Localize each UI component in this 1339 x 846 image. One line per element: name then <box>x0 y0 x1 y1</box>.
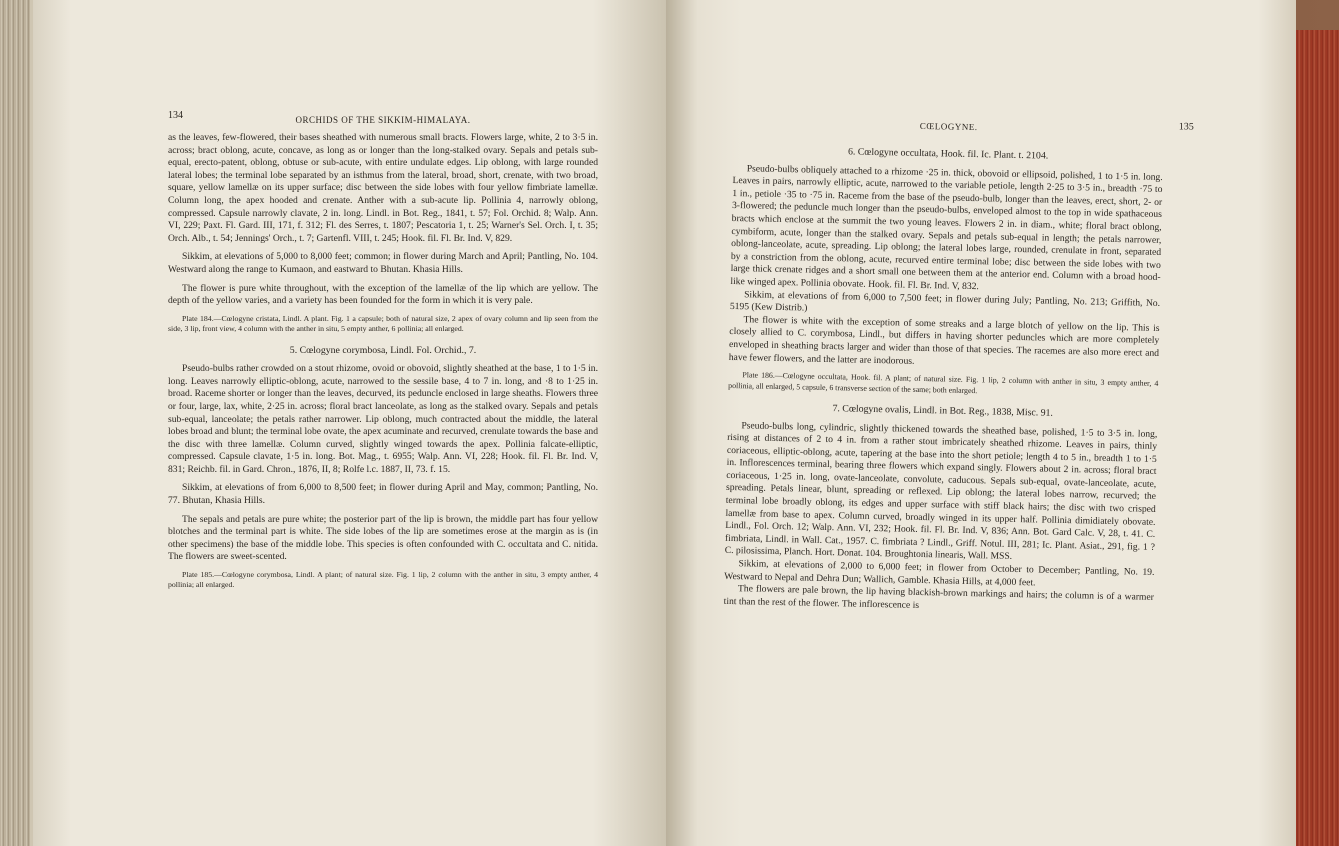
right-page-text <box>723 110 1194 617</box>
species-heading: 7. Cœlogyne ovalis, Lindl. in Bot. Reg., 1838, Misc. 91. <box>832 403 1054 419</box>
plate-caption: Plate 184.—Cœlogyne cristata, Lindl. A plant. Fig. 1 a capsule; both of natural size, 2 apex of ovary column and lip seen from the side, 3 lip, front view, 4 column with the anther in situ, 5 empty anther, 6 pollinia; all enlarged. <box>168 313 598 334</box>
left-page-header <box>168 108 598 132</box>
paragraph: Pseudo-bulbs obliquely attached to a rhizome ·25 in. thick, obovoid or ellipsoid, polished, 1 to 1·5 in. long. Leaves in pairs, narrowly elliptic, acute, narrowed to the variable petiole, length 2·25 to 3·5 in., breadth ·75 to 1 in., petiole ·35 to ·75 in. Raceme from the base of the pseudo-bulb, longer than the leaves, erect, short, 2- or 3-flowered; the peduncle much longer than the pseudo-bulbs, enveloped almost to the top in wide spathaceous bracts which enclose at the summit the two young leaves. Flowers 2 in. in diam., white; floral bract oblong, cymbiform, acute, longer than the stalked ovary. Sepals and petals sub-equal in length; the petals narrower, oblong-lanceolate, acute, spreading. Lip oblong; the lateral lobes large, rounded, crenulate in front, separated by a constriction from the oblong, acute, recurved entire terminal lobe; disc between the side lobes with two large thick crenate ridges and a short small one between them at the anterior end. Column with a broad hood-like winged apex. Pollinia obovate. Hook. fil. Fl. Br. Ind. V, 832. <box>730 162 1163 293</box>
paragraph: Sikkim, at elevations of 5,000 to 8,000 feet; common; in flower during March and April; Pantling, No. 104. Westward along the range to Kumaon, and eastward to Bhutan. Khasia Hills. <box>168 251 598 275</box>
paragraph: Sikkim, at elevations of from 6,000 to 8,500 feet; in flower during April and May, common; Pantling, No. 77. Bhutan, Khasia Hills. <box>168 482 598 507</box>
plate-caption: Plate 186.—Cœlogyne occultata, Hook. fil. A plant; of natural size. Fig. 1 lip, 2 column with anther in situ, 3 empty anther, 4 pollinia, all enlarged, 5 capsule, 6 transverse section of the same; both enlarged. <box>728 370 1159 395</box>
plate-caption: Plate 185.—Cœlogyne corymbosa, Lindl. A plant; of natural size. Fig. 1 lip, 2 column with the anther in situ, 3 empty anther, 4 pollinia; all enlarged. <box>168 570 598 590</box>
left-page-text <box>168 108 598 597</box>
paragraph: as the leaves, few-flowered, their bases sheathed with numerous small bracts. Flowers large, white, 2 to 3·5 in. across; bract oblong, acute, concave, as long as or longer than the long-stalked ovary. Sepals and petals sub-equal, erecto-patent, oblong, obtuse or sub-acute, with entire undulate edges. Lip oblong, with large rounded lateral lobes; the terminal lobe separated by an isthmus from the lateral, broad, short, crenate, with two broad, square, yellow lamellæ on its upper surface; disc between the side lobes with four yellow fimbriate lamellæ. Column long, the apex hooded and crenate. Anther with a sub-acute lip. Pollinia 4, narrowly oblong, compressed. Capsule narrowly clavate, 2 in. long. Lindl. in Bot. Reg., 1841, t. 57; Fol. Orchid. 8; Walp. Ann. VI, 229; Paxt. Fl. Gard. III, 171, f. 312; Fl. des Serres, t. 1807; Pescatoria 1, t. 25; Warner's Sel. Orch. I, t. 35; Orch. Alb., t. 54; Jennings' Orch., t. 7; Gartenfl. VIII, t. 245; Hook. fil. Fl. Br. Ind. V, 829. <box>168 132 598 244</box>
left-page-edges <box>0 0 30 846</box>
right-page-header <box>733 110 1194 143</box>
species-heading: 5. Cœlogyne corymbosa, Lindl. Fol. Orchid., 7. <box>289 344 477 356</box>
left-page <box>30 0 669 846</box>
paragraph: The flower is white with the exception of some streaks and a large blotch of yellow on the lip. This is closely allied to C. corymbosa, Lindl., but differs in having shorter peduncles which are more completely enveloped in sheathing bracts larger and wider than those of that species. The racemes are also more erect and have fewer flowers, and the latter are inodorous. <box>728 313 1160 367</box>
paragraph: Sikkim, at elevations of from 6,000 to 7,500 feet; in flower during July; Pantling, No. 213; Griffith, No. 5195 (Kew Distrib.) <box>729 288 1161 314</box>
paragraph: The flowers are pale brown, the lip having blackish-brown markings and hairs; the column is of a warmer tint than the rest of the flower. The inflorescence is <box>723 583 1154 611</box>
paragraph: Pseudo-bulbs long, cylindric, slightly thickened towards the sheathed base, polished, 1·5 to 3·5 in. long, rising at distances of 2 to 4 in. from a rather stout imbricately sheathed rhizome. Leaves in pairs, thinly coriaceous, elliptic-oblong, acute, tapering at the base into the short petiole; length 4 to 5 in., breadth 1 to 1·5 in. Inflorescences terminal, bearing three flowers which expand singly. Flowers about 2 in. across; floral bract coriaceous, 1·25 in. long, ovate-lanceolate, convolute, caducous. Sepals sub-equal, ovate-lanceolate, acute, spreading. Petals linear, blunt, spreading or reflexed. Lip oblong; the lateral lobes narrow, recurved; the terminal lobe broadly oblong, its edges and upper surface with stiff black hairs; the disc with two crisped lamellæ from base to apex. Column curved, broadly winged in its upper half. Pollinia dimidiately obovate. Lindl., Fol. Orch. 12; Walp. Ann. VI, 232; Hook. fil. Fl. Br. Ind. V, 836; Ann. Bot. Gard Calc. V, 28, t. 41. C. fimbriata, Lindl. in Wall. Cat., 1957. C. fimbriata ? Lindl., Griff. Notul. III, 281; Ic. Plant. Asiat., 291, fig. 1 ? C. pilosissima, Planch. Hort. Donat. 104. Broughtonia linearis, Wall. MSS. <box>724 419 1158 563</box>
species-heading: 6. Cœlogyne occultata, Hook. fil. Ic. Plant. t. 2104. <box>847 146 1049 162</box>
paragraph: The flower is pure white throughout, with the exception of the lamellæ of the lip which are yellow. The depth of the yellow varies, and a variety has been founded for the form in which it is very pale. <box>168 282 598 307</box>
right-page-edges <box>1296 30 1339 846</box>
page-number: 134 <box>168 110 183 121</box>
running-head: CŒLOGYNE. <box>919 120 978 133</box>
paragraph: Sikkim, at elevations of 2,000 to 6,000 feet; in flower from October to December; Pantling, No. 19. Westward to Nepal and Dehra Dun; Wallich, Gamble. Khasia Hills, at 4,000 feet. <box>724 558 1155 589</box>
paragraph: The sepals and petals are pure white; the posterior part of the lip is brown, the middle part has four yellow blotches and the terminal part is white. The side lobes of the lip are sometimes erose at the margin as is (in other specimens) the base of the middle lobe. This species is often confounded with C. occultata and C. nitida. The flowers are sweet-scented. <box>168 513 598 563</box>
page-number: 135 <box>1178 121 1194 133</box>
right-page <box>666 0 1296 846</box>
running-head: ORCHIDS OF THE SIKKIM-HIMALAYA. <box>295 115 471 125</box>
paragraph: Pseudo-bulbs rather crowded on a stout rhizome, ovoid or obovoid, slightly sheathed at the base, 1 to 1·5 in. long. Leaves narrowly elliptic-oblong, acute, narrowed to the sessile base, 4 to 7 in. long, and ·8 to 1·25 in. broad. Raceme shorter or longer than the leaves, decurved, its peduncle enclosed in large sheaths. Flowers three or four, large, lax, white, 2·25 in. across; floral bract lanceolate, as long as the stalked ovary. Sepals and petals sub-equal, lanceolate; the petals rather narrower. Lip oblong, much contracted about the middle, the lateral lobes broad and blunt; the terminal lobe ovate, the apex acuminate and recurved, crenulate towards the base and the disc with three lamellæ. Column curved, slightly winged towards the apex. Pollinia falcate-elliptic, compressed. Capsule clavate, 1·5 in. long. Bot. Mag., t. 6955; Walp. Ann. VI, 228; Hook. fil. Fl. Br. Ind. V, 831; Reichb. fil. in Gard. Chron., 1876, II, 8; Rolfe l.c. 1887, II, 73. f. 15. <box>168 363 598 475</box>
